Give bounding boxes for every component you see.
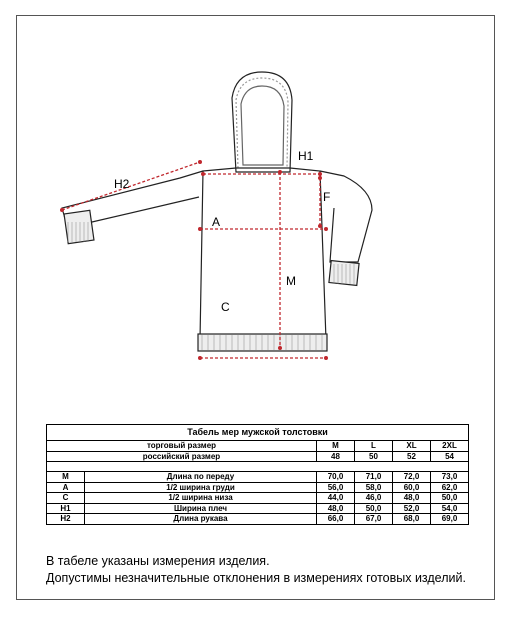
label-f: F bbox=[323, 190, 331, 204]
table-title: Табель мер мужской толстовки bbox=[47, 425, 469, 441]
notes bbox=[46, 553, 466, 587]
size-table bbox=[46, 424, 469, 525]
label-c: C bbox=[221, 300, 230, 314]
hood-stitching bbox=[236, 78, 288, 168]
label-h2: H2 bbox=[114, 177, 130, 191]
label-m: M bbox=[286, 274, 296, 288]
table-row: российский размер 48 50 52 54 bbox=[47, 451, 469, 462]
body-outline bbox=[200, 168, 326, 340]
right-sleeve bbox=[320, 171, 372, 262]
table-row: A 1/2 ширина груди 56,0 58,0 60,0 62,0 bbox=[47, 482, 469, 493]
waistband bbox=[198, 334, 327, 351]
table-row: M Длина по переду 70,0 71,0 72,0 73,0 bbox=[47, 472, 469, 483]
table-row: H1 Ширина плеч 48,0 50,0 52,0 54,0 bbox=[47, 503, 469, 514]
left-cuff bbox=[64, 210, 94, 243]
table-row: C 1/2 ширина низа 44,0 46,0 48,0 50,0 bbox=[47, 493, 469, 504]
measure-line-h2 bbox=[62, 162, 200, 210]
label-a: A bbox=[212, 215, 221, 229]
table-row: H2 Длина рукава 66,0 67,0 68,0 69,0 bbox=[47, 514, 469, 525]
note-line-1: В табеле указаны измерения изделия. bbox=[46, 554, 270, 568]
table-spacer-row bbox=[47, 462, 469, 472]
right-cuff bbox=[329, 261, 359, 286]
table-row: торговый размер M L XL 2XL bbox=[47, 441, 469, 452]
label-h1: H1 bbox=[298, 149, 314, 163]
note-line-2: Допустимы незначительные отклонения в измерениях готовых изделий. bbox=[46, 571, 466, 585]
hood-inner-outline bbox=[241, 86, 284, 165]
